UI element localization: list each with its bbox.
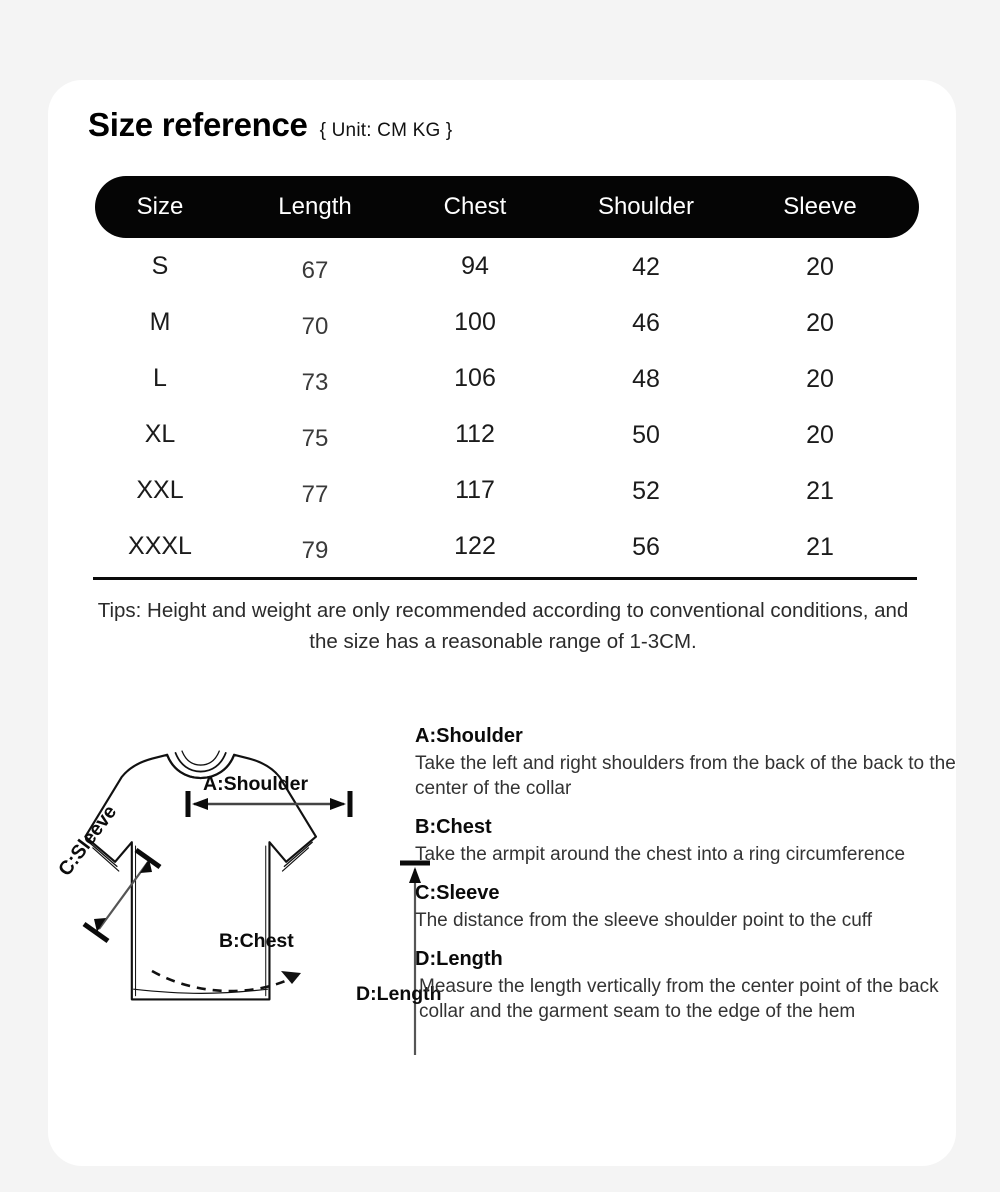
measurement-descriptions xyxy=(415,725,960,1039)
chest-measure-arrow xyxy=(152,971,301,991)
description-title: A:Shoulder xyxy=(415,725,523,747)
page-title: Size reference xyxy=(88,106,308,143)
description-body: Measure the length vertically from the center point of the back collar and the garment seam to the edge of the hem xyxy=(419,976,939,1022)
cell-length: 70 xyxy=(301,313,329,340)
cell-sleeve: 20 xyxy=(806,420,834,449)
cell-length: 67 xyxy=(301,257,329,284)
column-header-length: Length xyxy=(278,193,352,220)
cell-shoulder: 56 xyxy=(632,532,660,561)
description-title: C:Sleeve xyxy=(415,882,500,904)
cell-chest: 100 xyxy=(454,307,496,336)
description-body: Take the left and right shoulders from the back of the back to the center of the collar xyxy=(415,753,956,799)
cell-length: 77 xyxy=(301,481,329,508)
cell-size: XXXL xyxy=(128,531,192,560)
cell-shoulder: 48 xyxy=(632,364,660,393)
cell-chest: 122 xyxy=(454,531,496,560)
description-body: Take the armpit around the chest into a ring circumference xyxy=(415,844,906,865)
description-shoulder xyxy=(415,725,960,801)
cell-length: 75 xyxy=(301,425,329,452)
table-row xyxy=(95,350,919,406)
cell-shoulder: 46 xyxy=(632,308,660,337)
column-header-shoulder: Shoulder xyxy=(597,193,695,220)
description-length xyxy=(415,948,960,1024)
cell-chest: 112 xyxy=(455,419,495,448)
cell-length: 79 xyxy=(301,537,329,564)
table-header-row xyxy=(95,176,919,238)
cell-size: L xyxy=(153,363,167,392)
cell-sleeve: 20 xyxy=(806,364,834,393)
description-title: D:Length xyxy=(415,948,503,970)
diagram-label-shoulder: A:Shoulder xyxy=(203,773,309,795)
cell-chest: 94 xyxy=(461,251,489,280)
diagram-label-sleeve: C:Sleeve xyxy=(54,801,122,881)
cell-chest: 117 xyxy=(455,475,495,504)
diagram-label-length: D:Length xyxy=(356,983,442,1005)
cell-chest: 106 xyxy=(454,363,496,392)
size-reference-card xyxy=(48,80,956,1166)
cell-size: XL xyxy=(144,419,176,448)
cell-length: 73 xyxy=(301,369,329,396)
card-header xyxy=(88,106,452,144)
description-chest xyxy=(415,816,960,867)
cell-shoulder: 52 xyxy=(632,476,660,505)
table-row xyxy=(95,238,919,294)
cell-sleeve: 20 xyxy=(806,308,834,337)
cell-size: M xyxy=(149,307,171,336)
table-row xyxy=(95,518,919,574)
sleeve-measure-arrow xyxy=(84,850,160,941)
table-row xyxy=(95,294,919,350)
cell-sleeve: 21 xyxy=(806,476,834,505)
tips-text: Tips: Height and weight are only recommended according to conventional conditions, and the size has a reasonable range of 1-3CM. xyxy=(97,599,909,653)
unit-note: { Unit: CM KG } xyxy=(319,120,453,141)
column-header-sleeve: Sleeve xyxy=(783,193,857,220)
cell-size: S xyxy=(151,251,169,280)
size-table xyxy=(95,176,919,574)
tshirt-measurement-diagram xyxy=(48,675,448,1055)
table-bottom-rule xyxy=(93,577,917,580)
column-header-size: Size xyxy=(136,193,184,220)
cell-shoulder: 50 xyxy=(632,420,660,449)
table-row xyxy=(95,406,919,462)
table-row xyxy=(95,462,919,518)
description-body: The distance from the sleeve shoulder point to the cuff xyxy=(415,910,872,931)
cell-sleeve: 21 xyxy=(806,532,834,561)
cell-size: XXL xyxy=(136,475,184,504)
cell-sleeve: 20 xyxy=(806,252,834,281)
cell-shoulder: 42 xyxy=(632,252,660,281)
description-title: B:Chest xyxy=(415,816,492,838)
column-header-chest: Chest xyxy=(443,193,507,220)
diagram-label-chest: B:Chest xyxy=(219,930,294,952)
description-sleeve xyxy=(415,882,960,933)
